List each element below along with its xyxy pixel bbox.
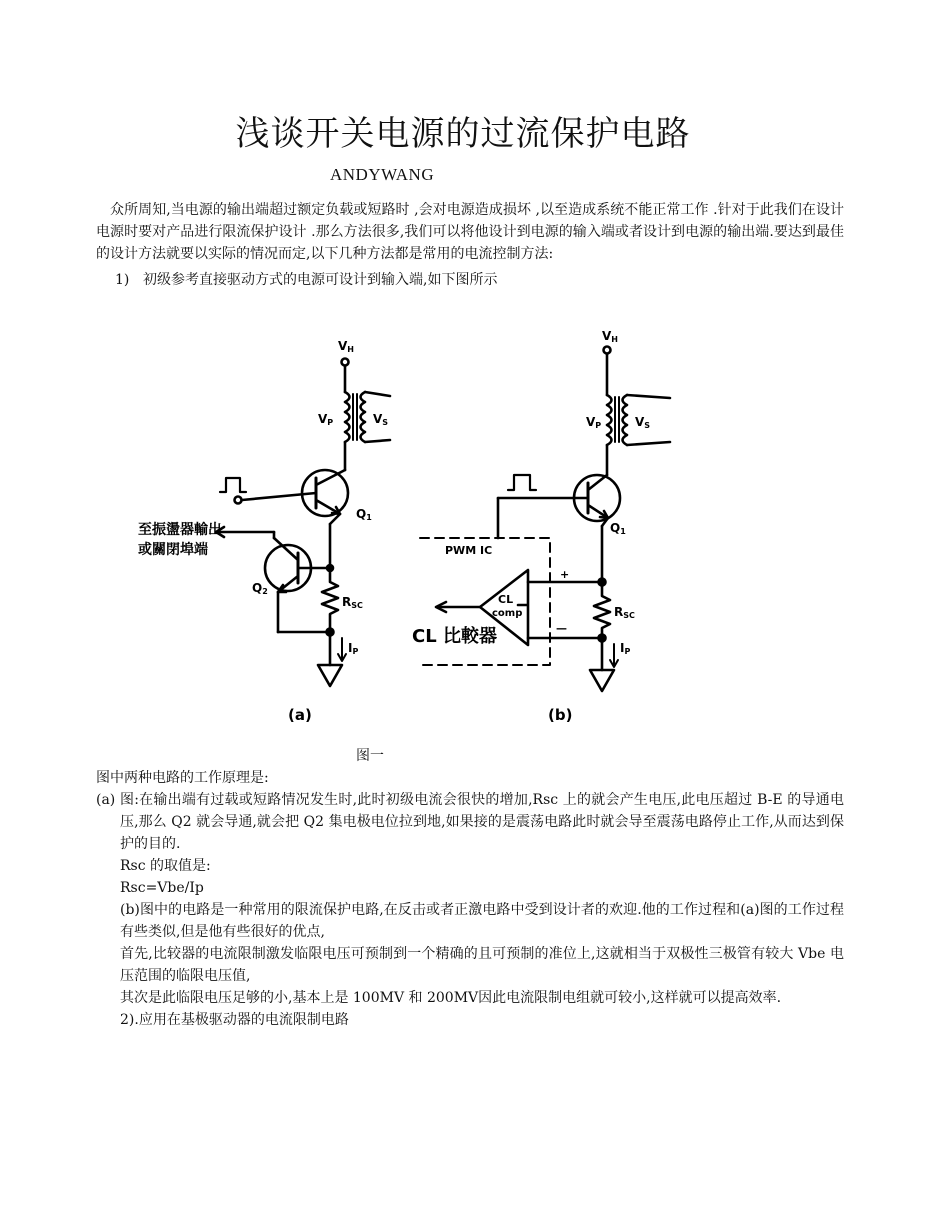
secondary-coil-a (361, 392, 366, 442)
label-vh-b: VH (602, 329, 618, 344)
label-cl: CL (498, 593, 514, 606)
label-pwm-ic: PWM IC (445, 544, 493, 557)
pulse-icon-a (220, 478, 246, 492)
resistor-rsc-a (322, 568, 338, 632)
circuit-a (138, 339, 390, 724)
item-a (96, 789, 844, 855)
author-name: ANDYWANG (330, 165, 435, 184)
label-q1-a: Q1 (356, 507, 372, 522)
label-vh-a: VH (338, 339, 354, 354)
vh-terminal-b (604, 347, 611, 354)
label-q2-a: Q2 (252, 581, 268, 596)
ground-b (590, 670, 614, 691)
label-circuit-b: (b) (548, 706, 573, 724)
pulse-icon-b (508, 475, 536, 490)
secondary-coil-b (623, 395, 628, 445)
figure-caption: 图一 (356, 748, 384, 764)
label-rsc-a: RSC (342, 595, 363, 610)
label-cl-comparator: CL 比較器 (412, 626, 497, 647)
resistor-rsc-b (594, 582, 610, 638)
item-b-text: (b)图中的电路是一种常用的限流保护电路,在反击或者正激电路中受到设计者的欢迎.他的工作过程和(a)图的工作过程有些类似,但是他有些很好的优点, (120, 902, 844, 940)
list-item-1-text: 初级参考直接驱动方式的电源可设计到输入端,如下图所示 (143, 272, 498, 288)
intro-paragraph (96, 199, 844, 265)
label-q1-b: Q1 (610, 521, 626, 536)
first-advantage: 首先,比较器的电流限制激发临限电压可预制到一个精确的且可预制的准位上,这就相当于双极性三极管有较大 Vbe 电压范围的临限电压值, (120, 946, 844, 984)
item-a-text: 图:在输出端有过载或短路情况发生时,此时初级电流会很快的增加,Rsc 上的就会产生电压,此电压超过 B-E 的导通电压,那么 Q2 就会导通,就会把 Q2 集电极电位拉到地,如果接的是震荡电路此时就会导至震荡电路停止工作,从而达到保护的目的. (120, 792, 844, 852)
primary-coil-b (607, 395, 612, 445)
q1-b-collector (588, 475, 607, 490)
rsc-formula: Rsc=Vbe/Ip (120, 880, 204, 896)
second-advantage: 其次是此临限电压足够的小,基本上是 100MV 和 200MV因此电流限制电组就可较小,这样就可以提高效率. (120, 990, 782, 1006)
explanation-section (96, 767, 844, 1031)
vh-terminal-a (342, 359, 349, 366)
pulse-input-a (235, 497, 242, 504)
list-item-1-number: 1) (115, 272, 130, 288)
wire-a-sec-top (365, 392, 390, 396)
label-vs-a: VS (373, 412, 389, 427)
wire-b-sec-top (627, 395, 670, 398)
label-circuit-a: (a) (288, 706, 312, 724)
list-item-2: 2).应用在基极驱动器的电流限制电路 (120, 1012, 349, 1028)
q2-a-collector (274, 538, 298, 560)
label-minus: — (556, 622, 567, 635)
ground-a (318, 665, 342, 686)
label-vp-a: VP (318, 412, 334, 427)
label-ip-a: IP (348, 641, 359, 656)
item-a-tag: (a) (96, 792, 116, 808)
label-oscillator-note-2: 或關閉埠端 (138, 542, 208, 558)
primary-coil-a (345, 392, 350, 442)
wire-a-base (242, 493, 316, 500)
wire-a-sec-bot (365, 440, 390, 442)
intro-text: 众所周知,当电源的输出端超过额定负载或短路时 ,会对电源造成损坏 ,以至造成系统不能正常工作 .针对于此我们在设计电源时要对产品进行限流保护设计 .那么方法很多,我们可以将他设计到电源的输入端或者设计到电源的输出端.要达到最佳的设计方法就要以实际的情况而定,以下几种方法都是常用的电流控制方法: (96, 202, 844, 262)
list-item-1 (115, 269, 497, 291)
wire-b-sec-bot (627, 442, 670, 445)
label-oscillator-note-1: 至振盪器輸出 (138, 522, 222, 538)
page-title: 浅谈开关电源的过流保护电路 (235, 114, 691, 154)
circuit-b (412, 329, 670, 724)
label-ip-b: IP (620, 641, 631, 656)
circuit-figure (120, 320, 820, 740)
label-plus: + (560, 568, 570, 581)
principle-intro: 图中两种电路的工作原理是: (96, 770, 269, 786)
label-rsc-b: RSC (614, 605, 635, 620)
label-vp-b: VP (586, 415, 602, 430)
circuit-diagram (120, 320, 820, 740)
rsc-value-label: Rsc 的取值是: (120, 858, 211, 874)
label-comp: comp (492, 608, 523, 619)
label-vs-b: VS (635, 415, 651, 430)
